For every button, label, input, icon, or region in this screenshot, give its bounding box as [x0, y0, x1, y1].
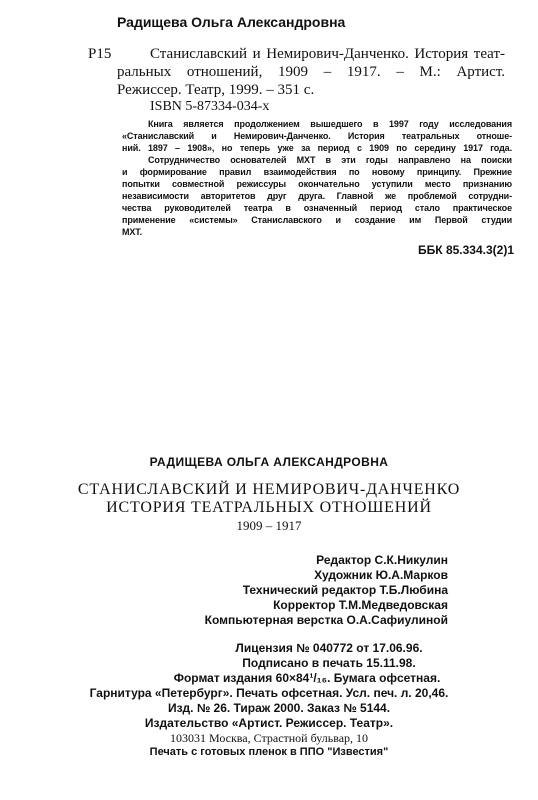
description-line-1: Станиславский и Немирович-Данченко. История теат- — [150, 46, 505, 62]
annotation-line: применение «системы» Станиславского и создание им Первой студии — [122, 215, 512, 225]
imprint-printing: Печать с готовых пленок в ППО "Известия" — [149, 746, 389, 758]
credit-tech-editor: Технический редактор Т.Б.Любина — [242, 583, 448, 597]
annotation-line: независимости авторитетов друг друга. Главной же проблемой сотрудни- — [122, 191, 512, 201]
credit-artist: Художник Ю.А.Марков — [314, 568, 448, 582]
catalog-author-heading: Радищева Ольга Александровна — [117, 14, 346, 30]
annotation-line: «Станиславский и Немирович-Данченко. История театральных отноше- — [122, 131, 512, 141]
bbk-code: ББК 85.334.3(2)1 — [418, 243, 514, 257]
colophon-author: РАДИЩЕВА ОЛЬГА АЛЕКСАНДРОВНА — [149, 455, 389, 469]
colophon-title-line-1: СТАНИСЛАВСКИЙ И НЕМИРОВИЧ-ДАНЧЕНКО — [77, 481, 461, 498]
imprint-format: Формат издания 60×84¹/₁₆. Бумага офсетная. — [173, 671, 441, 685]
annotation-line: и формирование правил взаимодействия по новому принципу. Прежние — [122, 167, 512, 177]
description-line-3: Режиссер. Театр, 1999. – 351 с. — [117, 82, 315, 98]
udc-code: Р15 — [88, 46, 112, 62]
imprint-edition: Изд. № 26. Тираж 2000. Заказ № 5144. — [167, 701, 391, 715]
description-line-2: ральных отношений, 1909 – 1917. – М.: Артист. — [117, 64, 505, 80]
annotation-line: Сотрудничество основателей МХТ в эти годы направлено на поиски — [148, 155, 512, 165]
annotation-line: чества руководителей театра в означенный период стало практическое — [122, 203, 512, 213]
annotation-line: ний. 1897 – 1908», но теперь уже за период с 1909 по середину 1917 года. — [122, 143, 512, 153]
imprint-publisher: Издательство «Артист. Режиссер. Театр». — [144, 716, 394, 730]
credit-editor: Редактор С.К.Никулин — [316, 553, 448, 567]
isbn: ISBN 5-87334-034-х — [150, 99, 270, 114]
colophon-years: 1909 – 1917 — [236, 518, 302, 533]
annotation-line: попытки совместной режиссуры окончательно уступили место признанию — [122, 179, 512, 189]
imprint-license: Лицензия № 040772 от 17.06.96. — [235, 641, 423, 655]
credit-corrector: Корректор Т.М.Медведовская — [273, 598, 448, 612]
colophon-title-line-2: ИСТОРИЯ ТЕАТРАЛЬНЫХ ОТНОШЕНИЙ — [106, 499, 432, 516]
credit-layout: Компьютерная верстка О.А.Сафиулиной — [204, 613, 448, 627]
imprint-typeface: Гарнитура «Петербург». Печать офсетная. Усл. печ. л. 20,46. — [89, 686, 449, 700]
imprint-signed: Подписано в печать 15.11.98. — [242, 656, 416, 670]
annotation-line: Книга является продолжением вышедшего в 1997 году исследования — [148, 119, 512, 129]
imprint-address: 103031 Москва, Страстной бульвар, 10 — [169, 731, 369, 745]
annotation-line: МХТ. — [122, 227, 143, 237]
